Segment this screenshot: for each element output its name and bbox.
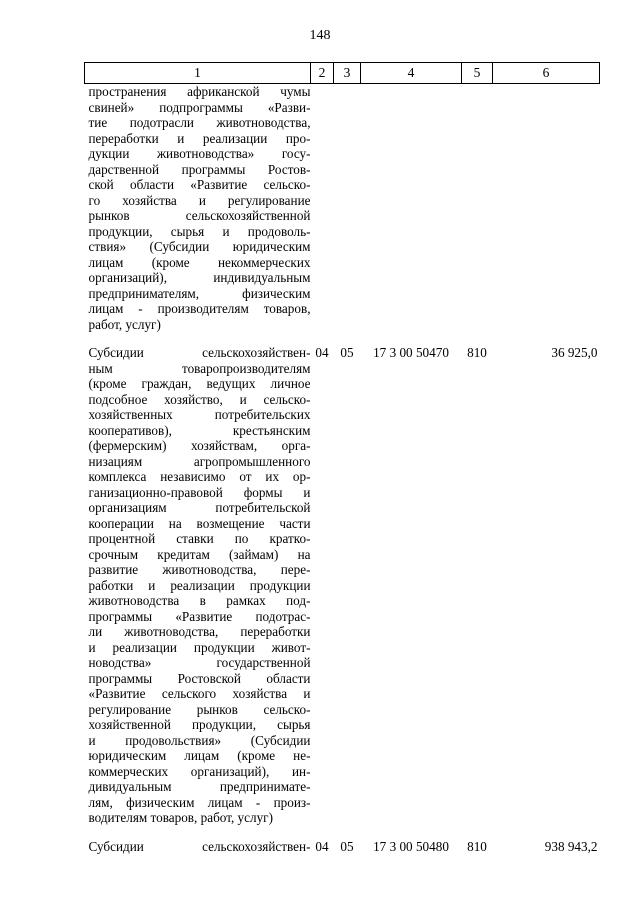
spacer-cell: [85, 332, 600, 345]
row-target-code: [361, 84, 462, 333]
row-description: [85, 839, 311, 855]
description-line: ным товаропроизводителям: [88, 360, 311, 376]
row-description: [85, 84, 311, 333]
description-line: лицам (кроме некоммерческих: [88, 254, 311, 270]
table-row: [85, 84, 600, 333]
description-line: хозяйственных потребительских: [88, 407, 311, 422]
row-section-code: 04: [315, 838, 329, 854]
row-section-code: 04: [315, 345, 329, 360]
description-line: рынков сельскохозяйственной: [88, 208, 311, 223]
row-amount: 36 925,0: [551, 345, 598, 360]
description-line: дарственной программы Ростов-: [88, 161, 311, 177]
description-line: животноводства в рамках под-: [88, 593, 311, 608]
description-line: свиней» подпрограммы «Разви-: [88, 99, 311, 115]
row-description: [85, 345, 311, 826]
description-line: тие подотрасли животноводства,: [88, 115, 311, 130]
description-line: работ, услуг): [88, 316, 161, 332]
row-spacer: [85, 826, 600, 839]
row-expense-type: [462, 84, 493, 333]
description-line: низациям агропромышленного: [88, 453, 311, 469]
spacer-cell: [85, 826, 600, 839]
row-target-code: 17 3 00 50470: [373, 345, 449, 360]
description-line: Субсидии сельскохозяйствен-: [88, 838, 311, 854]
description-line: переработки и реализации про-: [88, 130, 311, 146]
description-line: дукции животноводства» госу-: [88, 146, 311, 161]
description-line: кооперативов), крестьянским: [88, 422, 311, 438]
description-line: организациям потребительской: [88, 500, 311, 515]
description-line: коммерческих организаций), ин-: [88, 763, 311, 779]
table-row: [85, 345, 600, 826]
row-section-code: [311, 84, 334, 333]
description-line: ли животноводства, переработки: [88, 624, 311, 639]
description-line: ской области «Развитие сельско-: [88, 177, 311, 192]
description-line: кооперации на возмещение части: [88, 515, 311, 531]
header-col-6: 6: [493, 63, 600, 84]
description-line: и реализации продукции живот-: [88, 639, 311, 655]
description-line: юридическим лицам (кроме не-: [88, 748, 311, 763]
description-line: предпринимателям, физическим: [88, 285, 311, 301]
description-line: комплекса независимо от их ор-: [88, 469, 311, 484]
row-amount: 938 943,2: [544, 838, 598, 854]
description-line: го хозяйства и регулирование: [88, 192, 311, 208]
description-line: организаций), индивидуальным: [88, 270, 311, 285]
description-line: развитие животноводства, пере-: [88, 562, 311, 577]
header-col-3: 3: [334, 63, 361, 84]
description-line: лицам - производителям товаров,: [88, 301, 311, 316]
table-header: [85, 63, 600, 84]
table-body: [85, 84, 600, 855]
description-line: и продовольствия» (Субсидии: [88, 732, 311, 748]
description-line: Субсидии сельскохозяйствен-: [88, 345, 311, 360]
row-amount: [493, 84, 600, 333]
description-line: ганизационно-правовой формы и: [88, 484, 311, 500]
table-row: [85, 839, 600, 855]
description-line: программы Ростовской области: [88, 670, 311, 686]
description-line: процентной ставки по кратко-: [88, 531, 311, 546]
description-line: продукции, сырья и продоволь-: [88, 223, 311, 239]
description-line: пространения африканской чумы: [88, 84, 311, 99]
description-line: срочным кредитам (займам) на: [88, 546, 311, 562]
row-expense-type: 810: [467, 838, 487, 854]
description-line: «Развитие сельского хозяйства и: [88, 686, 311, 701]
header-col-2: 2: [311, 63, 334, 84]
description-line: дивидуальным предпринимате-: [88, 779, 311, 794]
description-line: регулирование рынков сельско-: [88, 701, 311, 717]
row-target-code: 17 3 00 50480: [373, 838, 449, 854]
row-subsection-code: 05: [340, 345, 354, 360]
header-col-4: 4: [361, 63, 462, 84]
description-line: новодства» государственной: [88, 655, 311, 670]
description-line: хозяйственной продукции, сырья: [88, 717, 311, 732]
description-line: программы «Развитие подотрас-: [88, 608, 311, 624]
header-col-5: 5: [462, 63, 493, 84]
description-line: подсобное хозяйство, и сельско-: [88, 391, 311, 407]
header-col-1: 1: [85, 63, 311, 84]
row-expense-type: 810: [467, 345, 487, 360]
description-line: (кроме граждан, ведущих личное: [88, 376, 311, 391]
page-number: 148: [309, 28, 331, 43]
description-line: ствия» (Субсидии юридическим: [88, 239, 311, 254]
description-line: (фермерским) хозяйствам, орга-: [88, 438, 311, 453]
budget-table: [84, 62, 600, 854]
row-subsection-code: [334, 84, 361, 333]
description-line: лям, физическим лицам - произ-: [88, 794, 311, 810]
row-spacer: [85, 332, 600, 345]
row-subsection-code: 05: [340, 838, 354, 854]
description-line: водителям товаров, работ, услуг): [88, 810, 273, 825]
description-line: работки и реализации продукции: [88, 577, 311, 593]
